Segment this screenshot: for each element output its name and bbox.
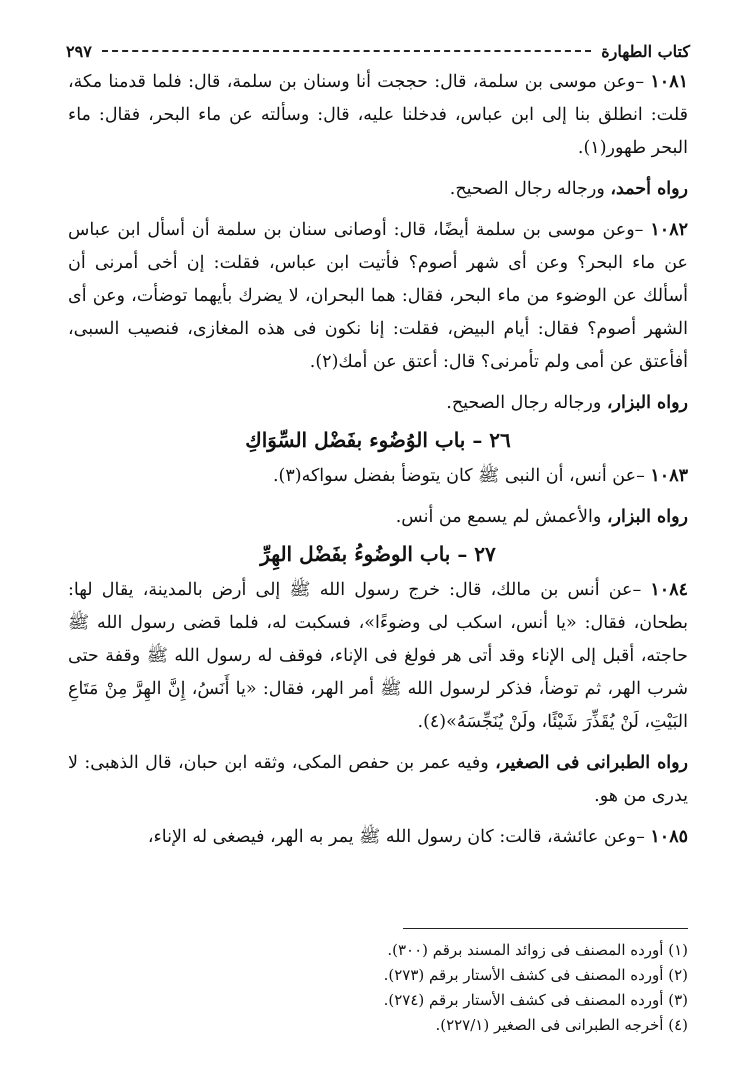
page-number: ٢٩٧ — [66, 41, 92, 61]
narration-note — [68, 747, 688, 813]
chapter-title: كتاب الطهارة — [601, 41, 690, 61]
narration-note — [68, 387, 688, 420]
narration-source: رواه أحمد، — [610, 179, 688, 199]
hadith-number: ١٠٨٤ — [650, 580, 688, 600]
narration-source: رواه البزار، — [606, 393, 688, 413]
chapter-heading-27: ٢٧ – باب الوضُوءُ بفَضْل الهِرِّ — [260, 542, 496, 566]
hadith-1083 — [68, 460, 688, 493]
chapter-heading-26: ٢٦ – باب الوُضُوء بفَضْل السِّوَاكِ — [245, 428, 511, 452]
footnote: (٤) أخرجه الطبرانى فى الصغير (٢٢٧/١). — [435, 1016, 688, 1034]
running-header — [66, 38, 690, 64]
narration-note — [68, 173, 688, 206]
hadith-1082 — [68, 214, 688, 379]
hadith-1085 — [68, 821, 688, 854]
hadith-1084 — [68, 574, 688, 739]
narration-text: ورجاله رجال الصحيح. — [449, 179, 611, 199]
hadith-text: –عن أنس بن مالك، قال: خرج رسول الله ﷺ إلى أرض بالمدينة، يقال لها: بطحان، فقال: «يا أنس، اسكب لى وضوءًا»، فسكبت له، فلما قضى رسول الله ﷺ حاجته، أقبل إلى الإناء وقد أتى هر فولغ فى الإناء، فوقف له رسول الله ﷺ وقفة حتى شرب الهر، ثم توضأ، فذكر لرسول الله ﷺ أمر الهر، فقال: «يا أَنَسُ، إِنَّ الهِرَّ مِنْ مَتَاعِ البَيْتِ، لَنْ يُقَذِّرَ شَيْئًا، ولَنْ يُنَجِّسَهُ»(٤). — [68, 580, 688, 732]
hadith-text: –وعن موسى بن سلمة، قال: حججت أنا وسنان بن سلمة، قال: فلما قدمنا مكة، قلت: انطلق بنا إلى ابن عباس، فدخلنا عليه، قال: وسألته عن ماء البحر، فقال: ماء البحر طهور(١). — [68, 72, 688, 158]
narration-text: وفيه عمر بن حفص المكى، وثقه ابن حبان، قال الذهبى: لا يدرى من هو. — [68, 753, 688, 806]
footnotes — [68, 938, 688, 1038]
narration-note — [68, 501, 688, 534]
narration-text: ورجاله رجال الصحيح. — [446, 393, 607, 413]
footnote: (٣) أورده المصنف فى كشف الأستار برقم (٢٧٤). — [383, 991, 688, 1009]
footnote: (١) أورده المصنف فى زوائد المسند برقم (٣٠٠). — [387, 941, 688, 959]
narration-source: رواه الطبرانى فى الصغير، — [495, 753, 688, 773]
hadith-number: ١٠٨٥ — [650, 827, 688, 847]
narration-text: والأعمش لم يسمع من أنس. — [395, 507, 607, 527]
hadith-number: ١٠٨٣ — [650, 466, 688, 486]
hadith-1081 — [68, 66, 688, 165]
footnote: (٢) أورده المصنف فى كشف الأستار برقم (٢٧٣). — [383, 966, 688, 984]
hadith-text: –عن أنس، أن النبى ﷺ كان يتوضأ بفضل سواكه(٣). — [272, 466, 651, 486]
page-body — [68, 66, 688, 854]
narration-source: رواه البزار، — [606, 507, 688, 527]
footnote-divider — [403, 928, 688, 929]
hadith-text: –وعن عائشة، قالت: كان رسول الله ﷺ يمر به الهر، فيصغى له الإناء، — [147, 827, 651, 847]
hadith-number: ١٠٨٢ — [650, 220, 688, 240]
header-rule — [102, 50, 591, 52]
hadith-text: –وعن موسى بن سلمة أيضًا، قال: أوصانى سنان بن سلمة أن أسأل ابن عباس عن ماء البحر؟ وعن أى شهر أصوم؟ فأتيت ابن عباس، فقلت: إن أخى أمرنى أن أسألك عن الوضوء من ماء البحر، فقال: هما البحران، لا يضرك بأيهما توضأت، وعن أى الشهر أصوم؟ فقال: أيام البيض، فقلت: إنا نكون فى هذه المغازى، فنصيب السبى، أفأعتق عن أمى ولم تأمرنى؟ قال: أعتق عن أمك(٢). — [68, 220, 688, 372]
hadith-number: ١٠٨١ — [650, 72, 688, 92]
